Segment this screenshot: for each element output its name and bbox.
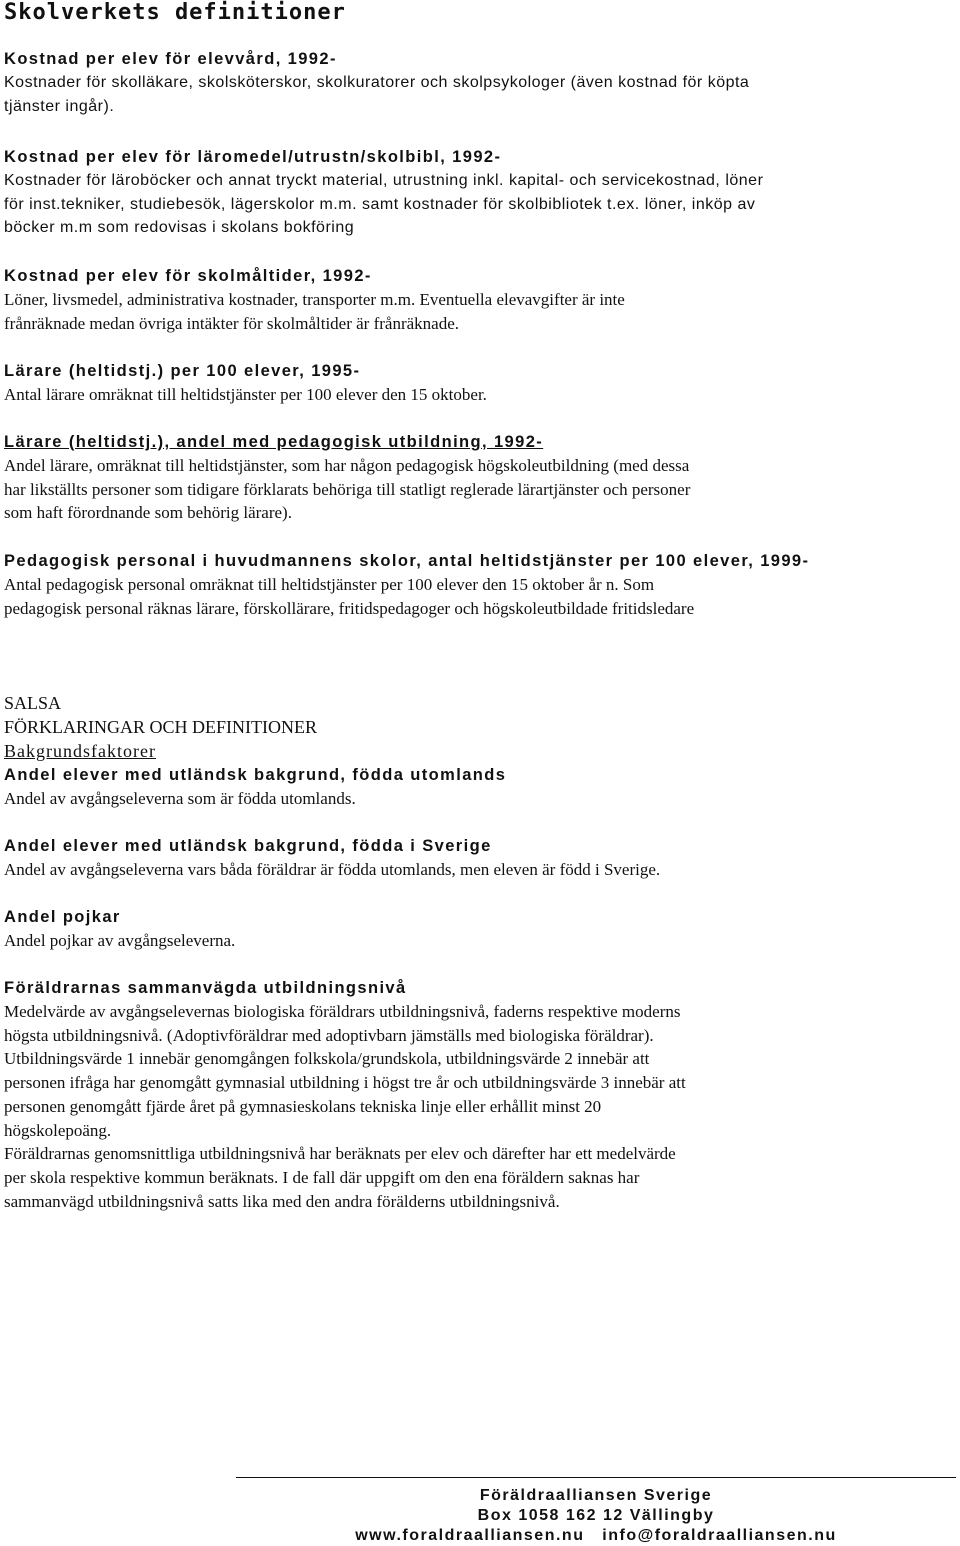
definition-text: Andel lärare, omräknat till heltidstjänster, som har någon pedagogisk högskoleutbildning (med dessa [4, 456, 690, 475]
footer-divider [236, 1477, 956, 1478]
definition-heading: Kostnad per elev för skolmåltider, 1992- [4, 267, 372, 285]
definition-text: för inst.tekniker, studiebesök, lägerskolor m.m. samt kostnader för skolbibliotek t.ex. löner, inköp av [4, 195, 756, 213]
salsa-item-text: högskolepoäng. [4, 1120, 112, 1140]
salsa-item-text: högsta utbildningsnivå. (Adoptivföräldrar med adoptivbarn jämställs med biologiska föräldrar). [4, 1025, 654, 1045]
definition-text: Löner, livsmedel, administrativa kostnader, transporter m.m. Eventuella elevavgifter är inte [4, 290, 625, 309]
footer [236, 1486, 956, 1546]
salsa-item-andel-pojkar [4, 905, 944, 953]
salsa-item-heading: Andel pojkar [4, 908, 121, 926]
salsa-item-utlandsk-fodda-utomlands [4, 763, 944, 811]
page-title: Skolverkets definitioner [4, 0, 346, 25]
salsa-subtitle: FÖRKLARINGAR OCH DEFINITIONER [4, 717, 317, 737]
definition-laromedel [4, 145, 944, 240]
definition-larare-per-100 [4, 359, 944, 407]
definition-heading: Kostnad per elev för elevvård, 1992- [4, 50, 337, 68]
salsa-item-text: Föräldrarnas genomsnittliga utbildningsnivå har beräknats per elev och därefter har ett medelvärde [4, 1144, 676, 1164]
definition-text: Antal lärare omräknat till heltidstjänster per 100 elever den 15 oktober. [4, 385, 487, 404]
salsa-item-text: Medelvärde av avgångselevernas biologiska föräldrars utbildningsnivå, faderns respektive moderns [4, 1002, 681, 1021]
definition-text: har likställts personer som tidigare förklarats behöriga till statligt reglerade lärartjänster och personer [4, 479, 691, 499]
definition-text: som haft förordnande som behörig lärare). [4, 503, 292, 523]
salsa-item-heading: Andel elever med utländsk bakgrund, födda utomlands [4, 766, 507, 784]
salsa-item-heading: Andel elever med utländsk bakgrund, födda i Sverige [4, 837, 492, 855]
definition-text: Antal pedagogisk personal omräknat till heltidstjänster per 100 elever den 15 oktober år n. Som [4, 575, 655, 594]
definition-heading: Kostnad per elev för läromedel/utrustn/skolbibl, 1992- [4, 148, 502, 166]
definition-pedagogisk-personal [4, 549, 944, 620]
definition-text: Kostnader för skolläkare, skolsköterskor, skolkuratorer och skolpsykologer (även kostnad för köpta [4, 74, 750, 91]
definition-skolmaltider [4, 264, 944, 335]
salsa-item-utlandsk-fodda-sverige [4, 834, 944, 882]
salsa-item-text: personen genomgått fjärde året på gymnasieskolans tekniska linje eller erhållit minst 20 [4, 1096, 602, 1116]
footer-org: Föräldraalliansen Sverige [479, 1487, 713, 1504]
salsa-item-text: personen ifråga har genomgått gymnasial utbildning i högst tre år och utbildningsvärde 3 innebär att [4, 1073, 686, 1093]
definition-elevvard [4, 47, 944, 118]
salsa-item-text: Andel pojkar av avgångseleverna. [4, 931, 236, 950]
salsa-item-text: sammanvägd utbildningsnivå satts lika med den andra förälderns utbildningsnivå. [4, 1191, 560, 1211]
definition-text: pedagogisk personal räknas lärare, förskollärare, fritidspedagoger och högskoleutbildade fritidsledare [4, 598, 695, 618]
salsa-item-heading: Föräldrarnas sammanvägda utbildningsnivå [4, 979, 407, 997]
salsa-section-heading: Bakgrundsfaktorer [4, 741, 156, 761]
definition-heading: Lärare (heltidstj.) per 100 elever, 1995- [4, 362, 361, 380]
definition-larare-pedagogisk [4, 430, 944, 525]
definition-text: böcker m.m som redovisas i skolans bokföring [4, 219, 355, 237]
definition-text: Kostnader för läroböcker och annat tryckt material, utrustning inkl. kapital- och servicekostnad, löner [4, 172, 764, 189]
definition-heading: Pedagogisk personal i huvudmannens skolor, antal heltidstjänster per 100 elever, 1999- [4, 552, 810, 570]
salsa-item-text: per skola respektive kommun beräknats. I de fall där uppgift om den ena föräldern saknas har [4, 1167, 640, 1187]
salsa-item-utbildningsniva [4, 976, 944, 1213]
definition-heading: Lärare (heltidstj.), andel med pedagogisk utbildning, 1992- [4, 433, 544, 451]
salsa-title: SALSA [4, 693, 62, 713]
salsa-item-text: Andel av avgångseleverna vars båda föräldrar är födda utomlands, men eleven är född i Sverige. [4, 860, 661, 879]
definition-text: frånräknade medan övriga intäkter för skolmåltider är frånräknade. [4, 313, 460, 333]
definition-text: tjänster ingår). [4, 97, 115, 115]
footer-address: Box 1058 162 12 Vällingby [477, 1507, 715, 1524]
salsa-item-text: Andel av avgångseleverna som är födda utomlands. [4, 789, 356, 808]
footer-contact: www.foraldraalliansen.nu info@foraldraalliansen.nu [355, 1527, 837, 1544]
salsa-header [4, 691, 944, 763]
salsa-item-text: Utbildningsvärde 1 innebär genomgången folkskola/grundskola, utbildningsvärde 2 innebär att [4, 1049, 650, 1069]
